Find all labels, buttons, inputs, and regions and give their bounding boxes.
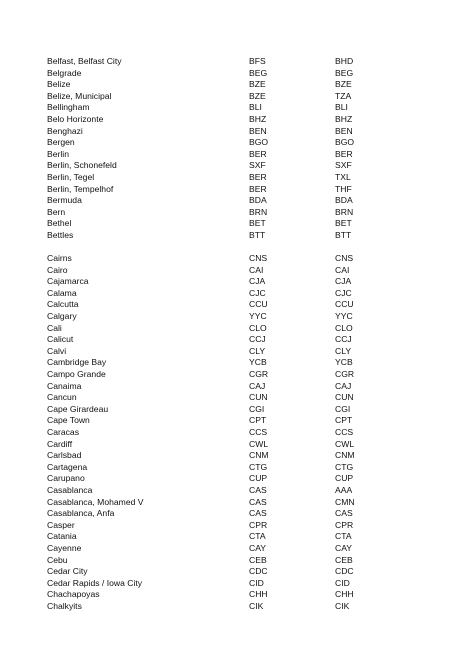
city-name-cell: Carupano xyxy=(47,473,85,484)
city-code-cell: CEB xyxy=(249,554,267,565)
city-code-cell: BFS xyxy=(249,56,266,66)
table-row xyxy=(47,149,457,161)
airport-code-cell: BHZ xyxy=(335,113,353,124)
airport-code-cell: SXF xyxy=(335,160,352,171)
city-name-cell: Cayenne xyxy=(47,542,82,553)
city-code-cell: CGI xyxy=(249,403,265,414)
city-name-cell: Cedar City xyxy=(47,566,88,577)
city-code-cell: CCU xyxy=(249,299,268,310)
city-name-cell: Belize, Municipal xyxy=(47,90,112,101)
table-row xyxy=(47,520,457,532)
city-name-cell: Cape Town xyxy=(47,415,90,426)
city-name-cell: Campo Grande xyxy=(47,369,106,380)
airport-code-cell: CAI xyxy=(335,264,350,275)
table-row xyxy=(47,439,457,451)
city-name-cell: Belgrade xyxy=(47,67,82,78)
table-row xyxy=(47,601,457,613)
city-code-cell: BGO xyxy=(249,137,269,148)
table-row xyxy=(47,462,457,474)
city-code-cell: SXF xyxy=(249,160,266,171)
table-row xyxy=(47,531,457,543)
city-name-cell: Bethel xyxy=(47,218,72,229)
table-row xyxy=(47,218,457,230)
airport-code-cell: BEG xyxy=(335,67,354,78)
airport-code-cell: CEB xyxy=(335,554,353,565)
city-name-cell: Berlin xyxy=(47,148,69,159)
airport-code-cell: YCB xyxy=(335,357,353,368)
table-row xyxy=(47,369,457,381)
table-row xyxy=(47,404,457,416)
city-code-cell: CDC xyxy=(249,566,268,577)
table-row xyxy=(47,276,457,288)
city-code-cell: BHZ xyxy=(249,113,267,124)
city-code-cell: BTT xyxy=(249,229,266,240)
table-row xyxy=(47,184,457,196)
table-row xyxy=(47,311,457,323)
airport-code-cell: BER xyxy=(335,148,353,159)
airport-code-cell: CAJ xyxy=(335,380,352,391)
airport-code-cell: BLI xyxy=(335,102,348,113)
city-name-cell: Cairns xyxy=(47,253,72,264)
city-name-cell: Casper xyxy=(47,519,75,530)
city-name-cell: Caracas xyxy=(47,427,79,437)
table-row xyxy=(47,381,457,393)
city-code-cell: BER xyxy=(249,148,267,159)
city-code-cell: CUP xyxy=(249,473,268,484)
city-name-cell: Cali xyxy=(47,322,62,333)
table-row xyxy=(47,415,457,427)
airport-code-cell: YYC xyxy=(335,311,353,322)
airport-code-cell: CAY xyxy=(335,542,353,553)
city-name-cell: Benghazi xyxy=(47,125,83,136)
city-name-cell: Belize xyxy=(47,79,71,90)
airport-code-cell: CGR xyxy=(335,369,355,380)
city-code-cell: BZE xyxy=(249,90,266,101)
table-row xyxy=(47,357,457,369)
airport-code-cell: CWL xyxy=(335,438,355,449)
table-row xyxy=(47,114,457,126)
table-row xyxy=(47,172,457,184)
city-name-cell: Cartagena xyxy=(47,461,88,472)
airport-code-cell: BHD xyxy=(335,56,354,66)
airport-code-cell: CHH xyxy=(335,589,354,600)
city-code-cell: CJC xyxy=(249,287,266,298)
city-code-cell: CWL xyxy=(249,438,269,449)
airport-code-cell: BEN xyxy=(335,125,353,136)
table-row xyxy=(47,543,457,555)
city-code-cell: YCB xyxy=(249,357,267,368)
city-code-cell: CID xyxy=(249,577,264,588)
table-row xyxy=(47,56,457,68)
city-code-cell: CPR xyxy=(249,519,268,530)
city-code-cell: YYC xyxy=(249,311,267,322)
airport-code-cell: CTA xyxy=(335,531,352,542)
city-name-cell: Chalkyits xyxy=(47,600,82,611)
city-code-cell: BLI xyxy=(249,102,262,113)
table-row xyxy=(47,253,457,265)
city-code-cell: CAS xyxy=(249,496,267,507)
table-row xyxy=(47,334,457,346)
airport-code-cell: CDC xyxy=(335,566,354,577)
city-code-cell: CGR xyxy=(249,369,269,380)
city-name-cell: Belfast, Belfast City xyxy=(47,56,122,66)
airport-code-cell: AAA xyxy=(335,484,353,495)
table-row xyxy=(47,392,457,404)
city-name-cell: Casablanca xyxy=(47,484,93,495)
table-row xyxy=(47,288,457,300)
airport-code-cell: CAS xyxy=(335,508,353,519)
airport-code-cell: CPR xyxy=(335,519,354,530)
table-row xyxy=(47,230,457,242)
table-row xyxy=(47,137,457,149)
city-name-cell: Cedar Rapids / Iowa City xyxy=(47,577,143,588)
airport-code-cell: CJA xyxy=(335,276,352,287)
city-code-cell: CPT xyxy=(249,415,267,426)
city-name-cell: Calcutta xyxy=(47,299,79,310)
table-row xyxy=(47,508,457,520)
city-name-cell: Cardiff xyxy=(47,438,73,449)
city-name-cell: Canaima xyxy=(47,380,82,391)
airport-code-cell: BRN xyxy=(335,206,354,217)
city-name-cell: Bellingham xyxy=(47,102,90,113)
city-name-cell: Casablanca, Anfa xyxy=(47,508,115,519)
airport-code-cell: CPT xyxy=(335,415,353,426)
airport-code-cell: THF xyxy=(335,183,352,194)
city-code-cell: BET xyxy=(249,218,266,229)
airport-code-cell: CID xyxy=(335,577,350,588)
city-code-cell: CUN xyxy=(249,392,268,403)
city-name-cell: Cebu xyxy=(47,554,68,565)
table-row xyxy=(47,578,457,590)
city-name-cell: Cambridge Bay xyxy=(47,357,107,368)
city-code-cell: CAY xyxy=(249,542,267,553)
airport-code-cell: BZE xyxy=(335,79,352,90)
city-code-cell: CTA xyxy=(249,531,266,542)
airport-code-cell: CUN xyxy=(335,392,354,403)
airport-code-cell: CCJ xyxy=(335,334,352,345)
group-separator xyxy=(47,242,457,254)
airport-code-cell: CJC xyxy=(335,287,352,298)
city-name-cell: Berlin, Schonefeld xyxy=(47,160,117,171)
airport-code-cell: BGO xyxy=(335,137,355,148)
city-code-cell: CAS xyxy=(249,508,267,519)
city-code-cell: BEN xyxy=(249,125,267,136)
table-row xyxy=(47,427,457,439)
city-name-cell: Cairo xyxy=(47,264,68,275)
table-row xyxy=(47,346,457,358)
table-row xyxy=(47,68,457,80)
city-code-cell: BEG xyxy=(249,67,268,78)
airport-code-cell: CTG xyxy=(335,461,354,472)
city-code-cell: CNS xyxy=(249,253,268,264)
table-row xyxy=(47,91,457,103)
city-name-cell: Bettles xyxy=(47,229,74,240)
city-name-cell: Calicut xyxy=(47,334,74,345)
airport-code-cell: BDA xyxy=(335,195,353,206)
city-code-cell: CLO xyxy=(249,322,267,333)
airport-code-cell: TXL xyxy=(335,171,351,182)
city-code-cell: BDA xyxy=(249,195,267,206)
table-row xyxy=(47,450,457,462)
airport-code-cell: CMN xyxy=(335,496,355,507)
airport-code-table xyxy=(47,56,457,613)
airport-code-cell: BET xyxy=(335,218,352,229)
city-code-cell: CNM xyxy=(249,450,269,461)
city-name-cell: Chachapoyas xyxy=(47,589,100,600)
table-row xyxy=(47,160,457,172)
city-name-cell: Carlsbad xyxy=(47,450,82,461)
city-name-cell: Berlin, Tegel xyxy=(47,171,95,182)
table-row xyxy=(47,473,457,485)
table-row xyxy=(47,126,457,138)
city-code-cell: CLY xyxy=(249,345,266,356)
city-code-cell: CIK xyxy=(249,600,264,611)
airport-code-cell: CNS xyxy=(335,253,354,264)
airport-code-cell: CGI xyxy=(335,403,351,414)
table-row xyxy=(47,207,457,219)
table-row xyxy=(47,265,457,277)
table-row xyxy=(47,566,457,578)
table-row xyxy=(47,485,457,497)
airport-code-cell: CCS xyxy=(335,427,354,437)
table-row xyxy=(47,555,457,567)
city-name-cell: Berlin, Tempelhof xyxy=(47,183,114,194)
city-name-cell: Calama xyxy=(47,287,77,298)
city-name-cell: Bergen xyxy=(47,137,75,148)
city-code-cell: CTG xyxy=(249,461,268,472)
city-name-cell: Calvi xyxy=(47,345,67,356)
city-code-cell: BZE xyxy=(249,79,266,90)
table-row xyxy=(47,195,457,207)
city-code-cell: CAS xyxy=(249,484,267,495)
city-name-cell: Casablanca, Mohamed V xyxy=(47,496,144,507)
table-row xyxy=(47,102,457,114)
city-code-cell: BER xyxy=(249,171,267,182)
table-row xyxy=(47,299,457,311)
city-name-cell: Cajamarca xyxy=(47,276,89,287)
city-code-cell: CJA xyxy=(249,276,266,287)
city-name-cell: Bermuda xyxy=(47,195,82,206)
airport-code-cell: BTT xyxy=(335,229,352,240)
city-code-cell: BRN xyxy=(249,206,268,217)
airport-code-cell: CCU xyxy=(335,299,354,310)
airport-code-cell: CLO xyxy=(335,322,353,333)
table-row xyxy=(47,497,457,509)
city-code-cell: CAI xyxy=(249,264,264,275)
city-code-cell: CCJ xyxy=(249,334,266,345)
city-code-cell: CCS xyxy=(249,427,268,437)
airport-code-cell: CUP xyxy=(335,473,354,484)
table-row xyxy=(47,589,457,601)
city-name-cell: Cancun xyxy=(47,392,77,403)
airport-code-cell: CIK xyxy=(335,600,350,611)
city-code-cell: CHH xyxy=(249,589,268,600)
city-code-cell: CAJ xyxy=(249,380,266,391)
airport-code-cell: CLY xyxy=(335,345,352,356)
table-row xyxy=(47,323,457,335)
airport-code-cell: CNM xyxy=(335,450,355,461)
airport-code-cell: TZA xyxy=(335,90,352,101)
table-row xyxy=(47,79,457,91)
city-name-cell: Belo Horizonte xyxy=(47,113,104,124)
city-code-cell: BER xyxy=(249,183,267,194)
city-name-cell: Calgary xyxy=(47,311,77,322)
city-name-cell: Bern xyxy=(47,206,66,217)
city-name-cell: Cape Girardeau xyxy=(47,403,109,414)
city-name-cell: Catania xyxy=(47,531,77,542)
